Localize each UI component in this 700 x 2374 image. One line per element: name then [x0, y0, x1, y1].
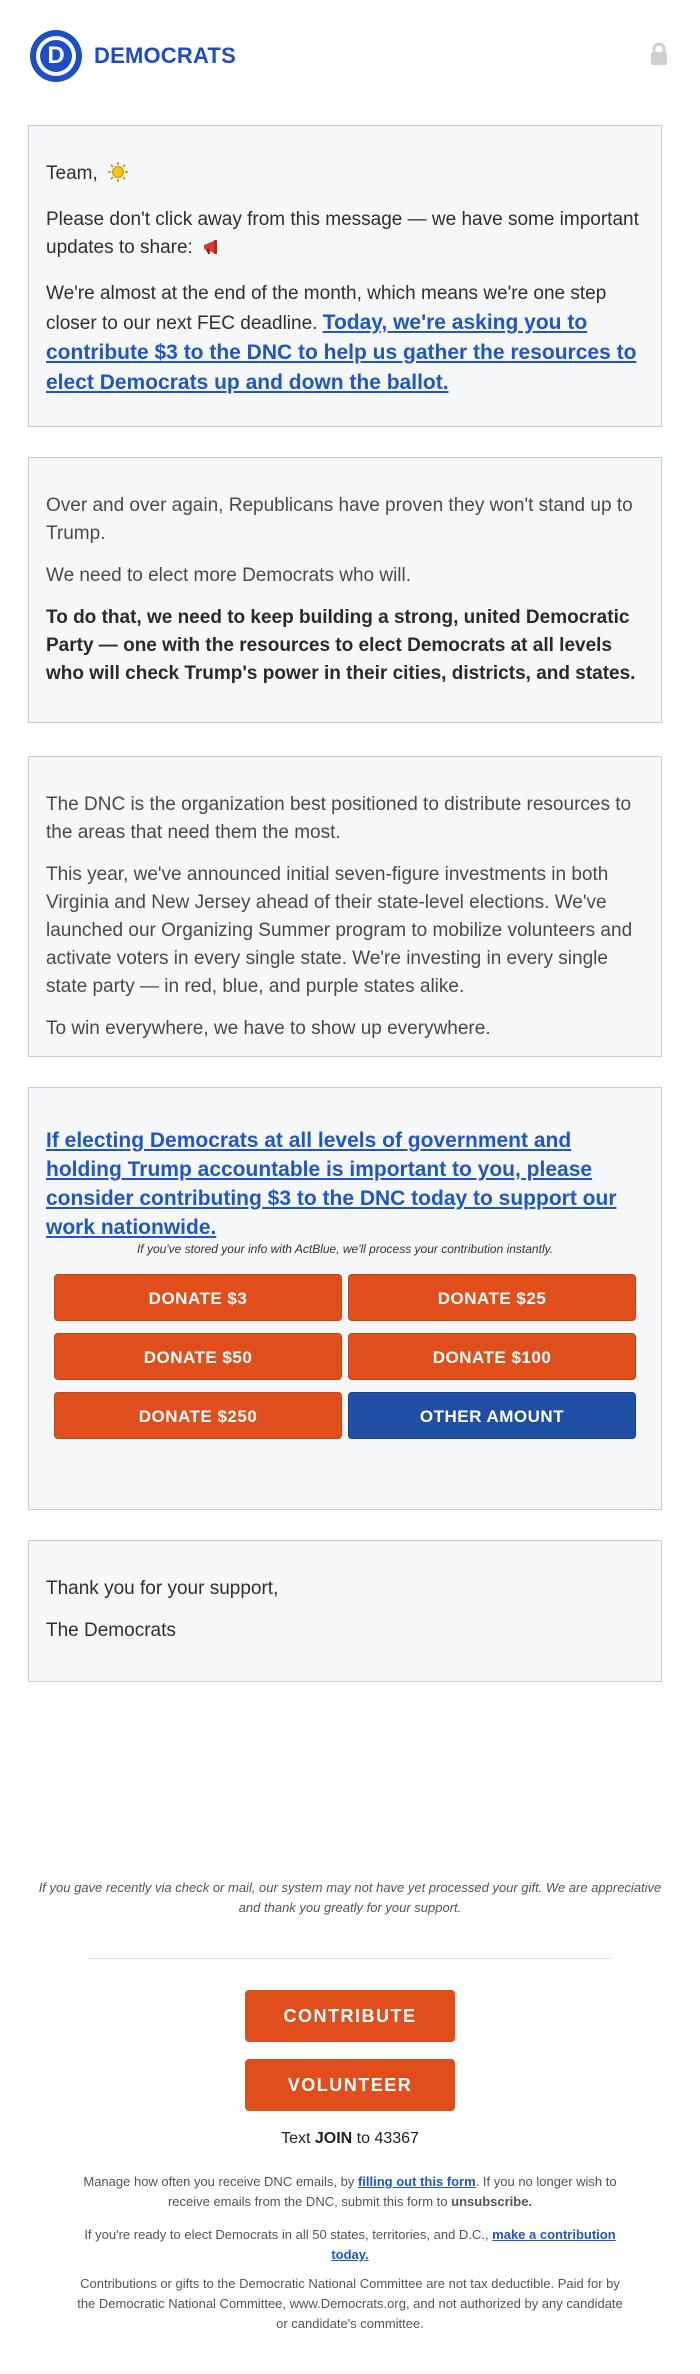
actblue-note: If you've stored your info with ActBlue, we'll process your contribution instantly. — [136, 1242, 554, 1256]
intro-paragraph-1: Please don't click away from this message — we have some important updates to share: — [46, 209, 639, 258]
section2-paragraph-3: To do that, we need to keep building a strong, united Democratic Party — one with the resources to elect Democrats at all levels who will check Trump's power in their cities, districts, and states. — [46, 607, 636, 684]
section2-paragraph-2: We need to elect more Democrats who will. — [46, 565, 412, 586]
logo-text: DEMOCRATS — [94, 43, 236, 68]
donate-100-button[interactable]: DONATE $100 — [348, 1333, 636, 1380]
signoff-card — [28, 1540, 662, 1682]
donate-card — [28, 1087, 662, 1510]
contribute-button[interactable]: CONTRIBUTE — [245, 1990, 455, 2042]
volunteer-button[interactable]: VOLUNTEER — [245, 2059, 455, 2111]
filling-out-form-link[interactable]: filling out this form — [357, 2174, 476, 2189]
republicans-card — [28, 457, 662, 723]
donate-3-button[interactable]: DONATE $3 — [54, 1274, 342, 1321]
donate-25-button[interactable]: DONATE $25 — [348, 1274, 636, 1321]
text-join-keyword: JOIN — [314, 2130, 353, 2147]
email-header — [30, 30, 670, 90]
section3-paragraph-3: To win everywhere, we have to show up everywhere. — [46, 1018, 491, 1039]
greeting-line — [46, 160, 644, 188]
lock-icon — [648, 42, 670, 66]
donate-button-grid — [54, 1274, 636, 1439]
democrats-logo[interactable] — [30, 30, 236, 82]
footer-gift-note: If you gave recently via check or mail, our system may not have yet processed your gift. We are appreciative and thank you greatly for your support. — [38, 1880, 662, 1915]
megaphone-icon — [202, 238, 224, 256]
make-contribution-link[interactable]: make a contribution today. — [331, 2227, 616, 2262]
signoff-signature: The Democrats — [46, 1620, 176, 1641]
unsubscribe-link[interactable]: unsubscribe. — [451, 2194, 533, 2209]
donate-250-button[interactable]: DONATE $250 — [54, 1392, 342, 1439]
ready-to-elect-text: If you're ready to elect Democrats in all 50 states, territories, and D.C., make a contribution today. — [84, 2227, 616, 2262]
signoff-thanks: Thank you for your support, — [46, 1578, 279, 1599]
dnc-investment-card — [28, 756, 662, 1057]
section2-paragraph-1: Over and over again, Republicans have proven they won't stand up to Trump. — [46, 495, 633, 544]
manage-emails-text: Manage how often you receive DNC emails, by filling out this form. If you no longer wish to receive emails from the DNC, submit this form to unsubscribe. — [83, 2174, 617, 2209]
text-join-line: Text JOIN to 43367 — [281, 2130, 419, 2147]
contribute-3-link[interactable]: Today, we're asking you to contribute $3 to the DNC to help us gather the resources to elect Democrats up and down the ballot. — [46, 311, 637, 394]
logo-mark-icon: D — [30, 30, 82, 82]
intro-card — [28, 125, 662, 427]
sun-icon — [107, 161, 129, 183]
legal-disclaimer: Contributions or gifts to the Democratic National Committee are not tax deductible. Paid for by the Democratic National Committee, www.Democrats.org, and not authorized by any candidate or candidate's committee. — [77, 2276, 623, 2331]
donate-50-button[interactable]: DONATE $50 — [54, 1333, 342, 1380]
greeting-text: Team, — [46, 163, 98, 184]
section3-paragraph-2: This year, we've announced initial seven-figure investments in both Virginia and New Jersey ahead of their state-level elections. We've launched our Organizing Summer program to mobilize volunteers and activate voters in every single state. We're investing in every single state party — in red, blue, and purple states alike. — [46, 864, 633, 997]
footer-divider — [88, 1958, 612, 1959]
other-amount-button[interactable]: OTHER AMOUNT — [348, 1392, 636, 1439]
intro-paragraph-2: We're almost at the end of the month, which means we're one step closer to our next FEC deadline. Today, we're asking you to contribute $3 to the DNC to help us gather the resources to elect Democrats up and down the ballot. — [46, 283, 637, 394]
donate-headline-link[interactable]: If electing Democrats at all levels of government and holding Trump accountable is important to you, please consider contributing $3 to the DNC today to support our work nationwide. — [46, 1129, 617, 1239]
section3-paragraph-1: The DNC is the organization best positioned to distribute resources to the areas that need them the most. — [46, 794, 632, 843]
